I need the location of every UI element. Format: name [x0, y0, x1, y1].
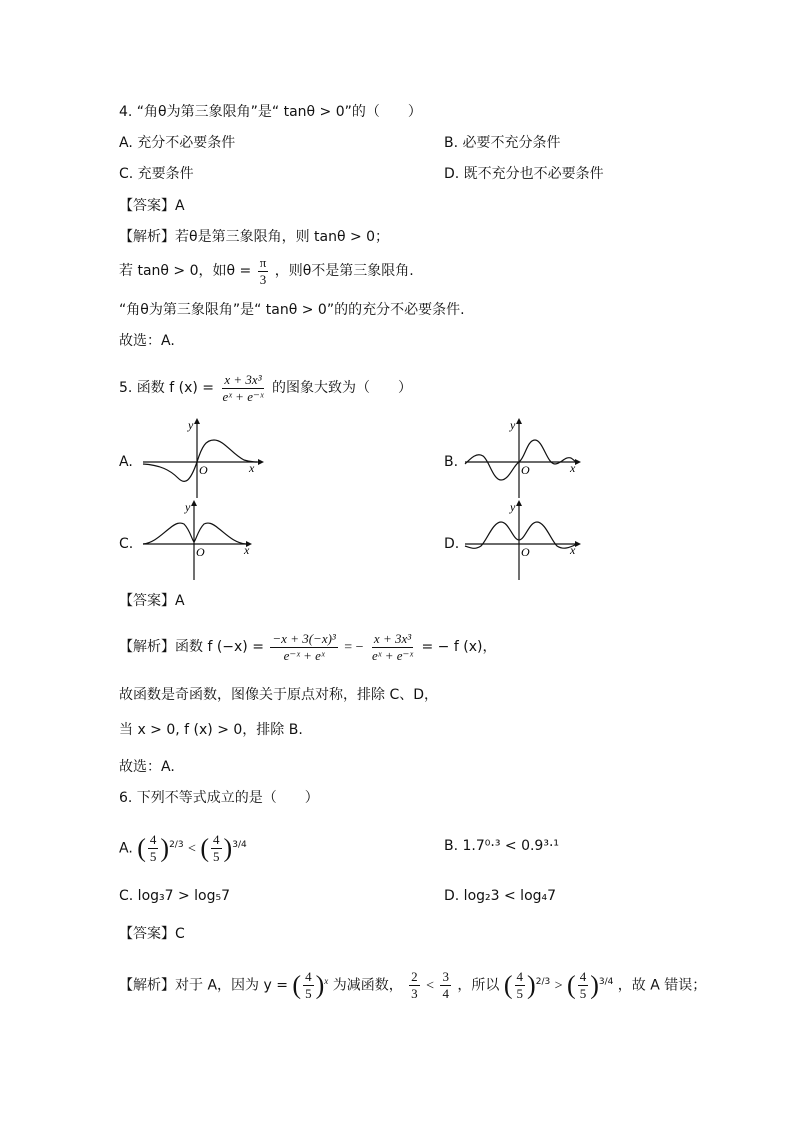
q6-exp-exponent-x: x — [324, 976, 329, 986]
right-paren: ) — [527, 970, 536, 1000]
y-axis-arrow — [516, 418, 522, 424]
graph-c — [140, 500, 265, 586]
origin-label: O — [521, 463, 530, 477]
graph-d — [465, 500, 590, 586]
q5-label-c: C. — [119, 536, 134, 552]
q5-label-d: D. — [444, 536, 460, 552]
graph-b — [465, 418, 590, 504]
q4-explanation-2 — [119, 254, 414, 288]
q5-exp1-fraction-2 — [370, 631, 415, 664]
y-label: y — [510, 500, 516, 514]
q6-exp-fraction-3 — [515, 969, 526, 1002]
q6-exp1-text-b: 为减函数， — [332, 977, 403, 994]
q6-option-a — [119, 820, 247, 875]
fraction-numerator: x + 3x³ — [373, 630, 412, 646]
q6-option-c: C. log₃7 > log₅7 — [119, 888, 231, 904]
q4-answer: 【答案】A — [119, 198, 185, 214]
q6-a-fraction-2 — [211, 832, 222, 865]
fraction-denominator: 5 — [305, 986, 312, 1002]
q6-a-operator: < — [188, 841, 196, 857]
fraction-numerator: −x + 3(−x)³ — [272, 630, 336, 646]
q4-explanation-3: “角θ为第三象限角”是“ tanθ > 0”的的充分不必要条件. — [119, 302, 465, 318]
q5-explanation-1 — [119, 626, 496, 669]
q6-exp-fraction-2 — [440, 969, 451, 1002]
graph-a — [140, 418, 265, 504]
fraction-denominator: 5 — [149, 849, 157, 865]
q4-exp2-fraction — [258, 255, 269, 288]
fraction-denominator: eˣ + e⁻ˣ — [222, 388, 264, 404]
q6-option-b: B. 1.7⁰·³ < 0.9³·¹ — [444, 838, 560, 854]
y-label: y — [188, 418, 194, 432]
fraction-numerator: 3 — [442, 969, 449, 985]
fraction-denominator: eˣ + e⁻ˣ — [372, 647, 414, 663]
q6-a-exponent-2: 3/4 — [232, 840, 247, 850]
left-paren: ( — [292, 970, 302, 1000]
x-label: x — [570, 543, 576, 557]
q6-exp-fraction-base — [303, 969, 314, 1002]
x-label: x — [244, 543, 250, 557]
left-paren: ( — [503, 970, 513, 1000]
fraction-denominator: e⁻ˣ + eˣ — [283, 647, 325, 663]
q5-exp1-fraction-1 — [270, 631, 337, 664]
q6-exp-gt: > — [554, 978, 563, 994]
q4-explanation-4: 故选：A. — [119, 333, 175, 349]
q5-stem-text-a: 5. 函数 f (x) = — [119, 380, 215, 396]
fraction-numerator: 4 — [516, 969, 524, 985]
q6-exp-exponent-1: 2/3 — [535, 977, 551, 987]
right-paren: ) — [590, 970, 599, 1000]
y-axis-arrow — [516, 500, 522, 506]
q5-label-a: A. — [119, 454, 133, 470]
q5-explanation-3: 当 x > 0, f (x) > 0，排除 B. — [119, 722, 303, 738]
q4-option-c: C. 充要条件 — [119, 166, 194, 182]
q6-answer: 【答案】C — [119, 926, 185, 942]
left-paren: ( — [200, 833, 210, 863]
q6-exp1-text-d: ，故 A 错误； — [617, 977, 707, 994]
fraction-denominator: 5 — [579, 986, 587, 1002]
y-axis-arrow — [191, 500, 197, 506]
right-paren: ) — [223, 833, 233, 863]
fraction-numerator: 4 — [149, 832, 157, 848]
fraction-denominator: 5 — [213, 849, 220, 865]
q4-stem: 4. “角θ为第三象限角”是“ tanθ > 0”的（ ） — [119, 104, 422, 120]
fraction-denominator: 4 — [442, 986, 449, 1002]
q6-exp-fraction-1 — [409, 969, 420, 1002]
fraction-numerator: 4 — [305, 969, 312, 985]
x-label: x — [249, 461, 255, 475]
q6-a-exponent-1: 2/3 — [169, 840, 184, 850]
x-label: x — [570, 461, 576, 475]
origin-label: O — [521, 545, 530, 559]
fraction-denominator: 5 — [516, 986, 524, 1002]
origin-label: O — [196, 545, 205, 559]
right-paren: ) — [160, 833, 170, 863]
q6-exp-fraction-4 — [578, 969, 589, 1002]
q4-option-a: A. 充分不必要条件 — [119, 135, 236, 151]
q6-a-fraction-1 — [148, 832, 159, 865]
y-axis-arrow — [194, 418, 200, 424]
fraction-numerator: 2 — [411, 969, 418, 985]
q5-stem — [119, 368, 412, 408]
left-paren: ( — [567, 970, 576, 1000]
q6-stem: 6. 下列不等式成立的是（ ） — [119, 790, 319, 806]
left-paren: ( — [137, 833, 146, 863]
fraction-denominator: 3 — [259, 271, 267, 287]
q6-option-a-label: A. — [119, 840, 133, 857]
fraction-numerator: π — [259, 254, 267, 270]
q5-exp1-text-b: = − f (x)， — [421, 639, 497, 655]
q5-explanation-2: 故函数是奇函数，图像关于原点对称，排除 C、D， — [119, 687, 439, 703]
q6-exp1-text-c: ，所以 — [457, 977, 500, 994]
q6-option-d: D. log₂3 < log₄7 — [444, 888, 557, 904]
fraction-numerator: 4 — [579, 969, 587, 985]
fraction-denominator: 3 — [411, 986, 418, 1002]
q5-exp1-equals: = − — [344, 640, 364, 655]
q6-explanation-1 — [119, 956, 706, 1012]
q4-explanation-1: 【解析】若θ是第三象限角，则 tanθ > 0； — [119, 229, 390, 245]
y-label: y — [185, 500, 191, 514]
fraction-numerator: 4 — [213, 832, 220, 848]
q6-exp-exponent-2: 3/4 — [598, 977, 614, 987]
q5-explanation-4: 故选：A. — [119, 759, 175, 775]
q5-answer: 【答案】A — [119, 593, 185, 609]
q5-stem-fraction — [220, 372, 265, 405]
right-paren: ) — [315, 970, 325, 1000]
q5-label-b: B. — [444, 454, 459, 470]
q6-exp1-text-a: 【解析】对于 A，因为 y = — [119, 977, 288, 994]
x-axis-arrow — [258, 459, 264, 465]
origin-label: O — [199, 463, 208, 477]
q6-exp-lt: < — [426, 978, 435, 994]
q4-exp2-text-a: 若 tanθ > 0，如θ = — [119, 263, 252, 279]
q5-stem-text-b: 的图象大致为（ ） — [271, 380, 412, 396]
q4-exp2-text-b: ，则θ不是第三象限角. — [274, 263, 414, 279]
q4-option-d: D. 既不充分也不必要条件 — [444, 166, 604, 182]
fraction-numerator: x + 3x³ — [224, 371, 262, 387]
y-label: y — [510, 418, 516, 432]
q5-exp1-text-a: 【解析】函数 f (−x) = — [119, 639, 264, 655]
q4-option-b: B. 必要不充分条件 — [444, 135, 561, 151]
